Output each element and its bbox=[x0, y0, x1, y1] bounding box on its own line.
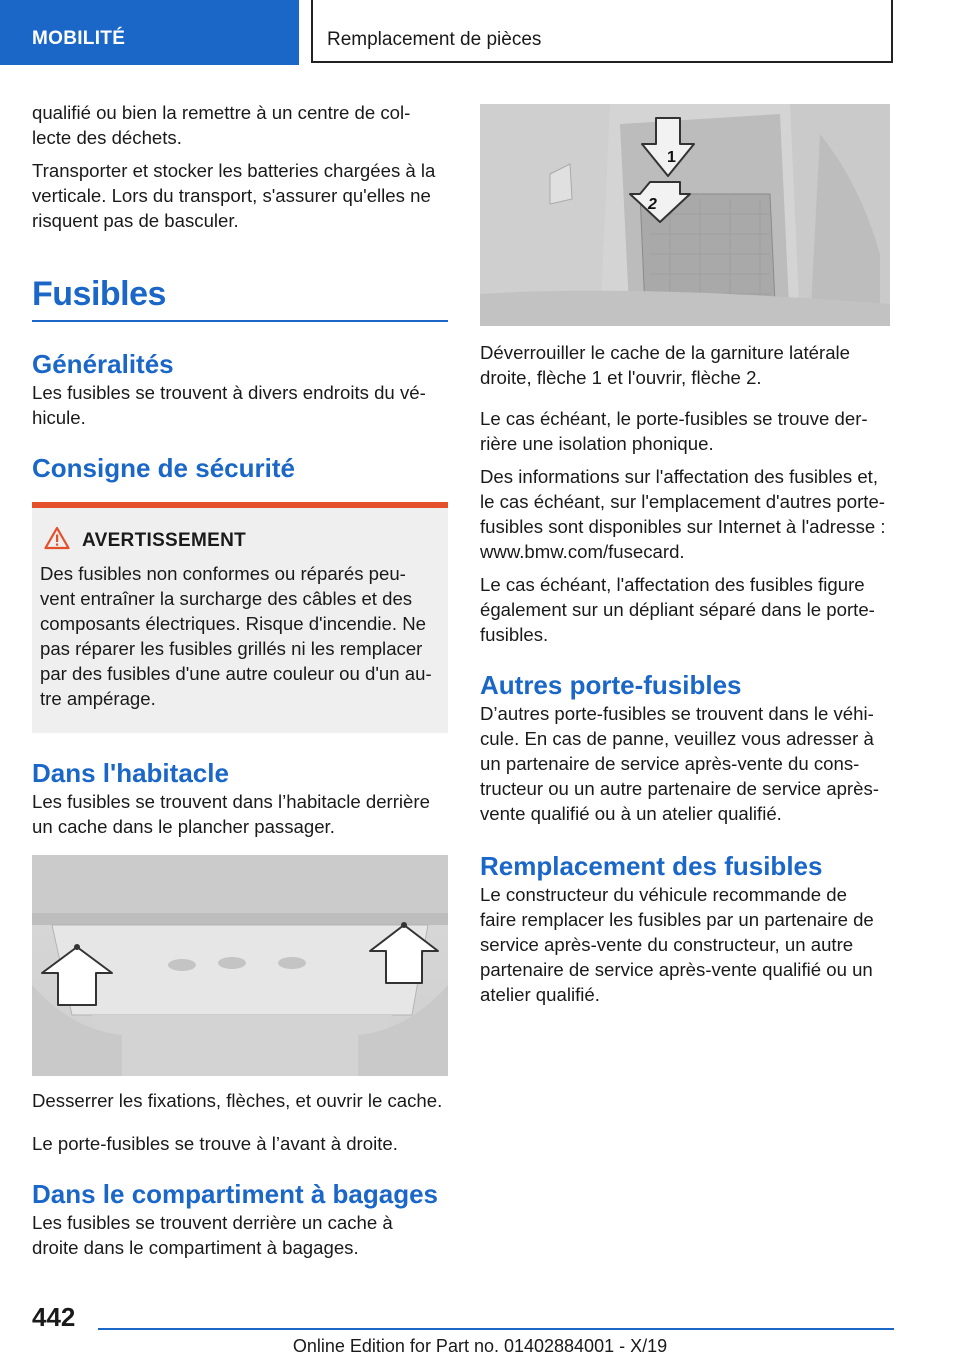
right-paragraph-1: Le cas échéant, le porte-fusibles se trouve der‐ rière une isolation phonique. bbox=[480, 408, 868, 454]
trunk-photo bbox=[480, 104, 890, 326]
habitacle-photo bbox=[32, 855, 448, 1076]
right-paragraph-2: Des informations sur l'affectation des fusibles et, le cas échéant, sur l'emplacement d'autres porte-fusibles sont disponibles sur Internet à l'adresse : www.bmw.com/fusecard. bbox=[480, 466, 886, 562]
warning-text: Des fusibles non conformes ou réparés peu‐ vent entraîner la surcharge des câbles et des composants électriques. Risque d'incendie. Ne pas réparer les fusibles grillés ni les remplacer par des fusibles d'une autre couleur ou d'un au‐ tre ampérage. bbox=[40, 563, 432, 709]
photo-label-2: 2 bbox=[648, 196, 657, 213]
intro-paragraph-2: Transporter et stocker les batteries chargées à la verticale. Lors du transport, s'assurer qu'elles ne risquent pas de basculer. bbox=[32, 160, 436, 231]
remplacement-text: Le constructeur du véhicule recommande de faire remplacer les fusibles par un partenaire de service après-vente du constructeur, un autre partenaire de service après-vente qualifié ou un atelier qualifié. bbox=[480, 884, 874, 1005]
right-paragraph-3: Le cas échéant, l'affectation des fusibles figure également sur un dépliant séparé dans le porte- fusibles. bbox=[480, 574, 875, 645]
intro-paragraph-1: qualifié ou bien la remettre à un centre de col‐ lecte des déchets. bbox=[32, 102, 411, 148]
bagages-text: Les fusibles se trouvent derrière un cache à droite dans le compartiment à bagages. bbox=[32, 1212, 393, 1258]
trunk-caption: Déverrouiller le cache de la garniture latérale droite, flèche 1 et l'ouvrir, flèche 2. bbox=[480, 342, 851, 388]
heading-remplacement-fusibles: Remplacement des fusibles bbox=[480, 851, 823, 881]
heading-habitacle: Dans l'habitacle bbox=[32, 758, 229, 788]
right-column bbox=[480, 104, 896, 1007]
heading-compartiment-bagages: Dans le compartiment à bagages bbox=[32, 1179, 439, 1209]
warning-title: AVERTISSEMENT bbox=[82, 529, 247, 551]
chapter-title: Remplacement de pièces bbox=[327, 29, 542, 50]
section-tab bbox=[0, 0, 299, 65]
heading-autres-porte-fusibles: Autres porte-fusibles bbox=[480, 670, 742, 700]
left-column bbox=[32, 100, 448, 1260]
autres-text: D’autres porte-fusibles se trouvent dans le véhi‐ cule. En cas de panne, veuillez vous adresser à un partenaire de service après-vente du cons‐ tructeur ou un autre partenaire de service après- vente qualifié ou à un atelier qualifié. bbox=[480, 703, 879, 824]
chapter-header bbox=[311, 0, 893, 63]
edition-line: Online Edition for Part no. 01402884001 - X/19 bbox=[292, 1336, 668, 1356]
section-label: MOBILITÉ bbox=[32, 28, 126, 49]
page-number: 442 bbox=[32, 1302, 76, 1332]
habitacle-caption-2: Le porte-fusibles se trouve à l’avant à droite. bbox=[32, 1133, 398, 1154]
warning-box bbox=[32, 502, 448, 733]
footer-rule bbox=[98, 1328, 894, 1330]
heading-generalites: Généralités bbox=[32, 349, 174, 379]
generalites-text: Les fusibles se trouvent à divers endroits du vé‐ hicule. bbox=[32, 382, 426, 428]
photo-label-1: 1 bbox=[667, 149, 676, 166]
habitacle-text: Les fusibles se trouvent dans l’habitacle derrière un cache dans le plancher passager. bbox=[32, 791, 430, 837]
warning-icon bbox=[44, 526, 70, 555]
heading-consigne-securite: Consigne de sécurité bbox=[32, 453, 295, 483]
heading-fusibles: Fusibles bbox=[32, 275, 448, 322]
habitacle-caption-1: Desserrer les fixations, flèches, et ouvrir le cache. bbox=[32, 1090, 443, 1111]
